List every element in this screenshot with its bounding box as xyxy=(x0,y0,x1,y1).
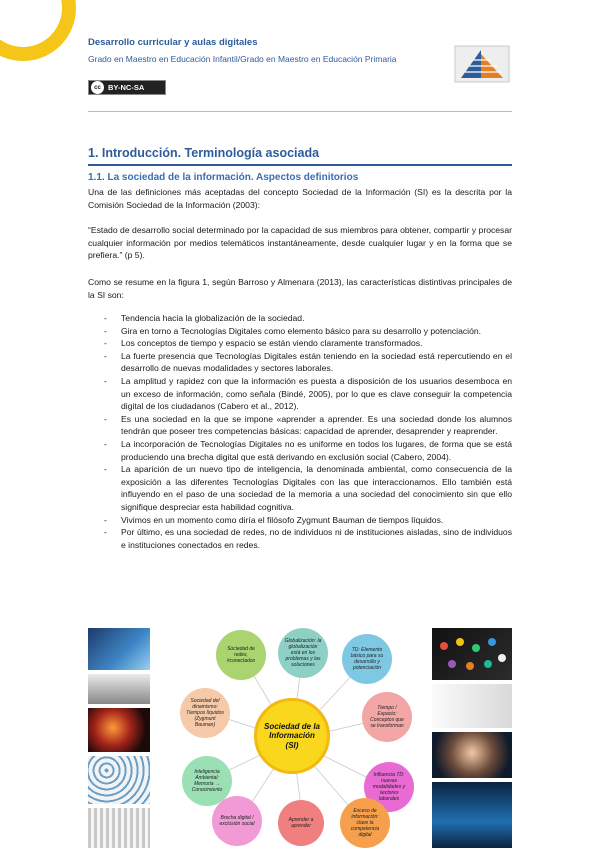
section-heading: 1. Introducción. Terminología asociada xyxy=(88,146,320,160)
laptop-photo xyxy=(432,684,512,728)
characteristics-list xyxy=(88,312,512,551)
cc-icon: cc xyxy=(91,81,104,94)
list-item: - Es una sociedad en la que se impone «aprender a aprender. Es una sociedad donde los alumnos tendrán que poseer tres competencias básicas: capacidad de aprender, desaprender y reaprender. xyxy=(88,413,512,438)
bubble-tiempo-espacio: Tiempo / Espacio: Conceptos que se transforman xyxy=(362,692,412,742)
brain-photo xyxy=(88,708,150,752)
bubble-influencia-td: Influencia TD: nuevas modalidades y sectores laborales xyxy=(364,762,414,812)
corner-decoration xyxy=(0,0,76,61)
bubble-aprender: Aprender a aprender xyxy=(278,800,324,846)
bubble-inteligencia: Inteligencia Ambiental: Memoria → Conocimiento xyxy=(182,756,232,806)
list-item: - La amplitud y rapidez con que la información es puesta a disposición de los usuarios desemboca en un exceso de información, como señala (Bindé, 2005), por lo que es clave conseguir la competencia digital de los ciudadanos (Cabero et al., 2012). xyxy=(88,375,512,413)
license-label: BY-NC-SA xyxy=(108,83,145,92)
university-logo xyxy=(453,40,511,86)
heading-underline xyxy=(88,164,512,166)
course-title: Desarrollo curricular y aulas digitales xyxy=(88,37,258,48)
list-item: - La incorporación de Tecnologías Digitales no es uniforme en todos los lugares, de forma que se está produciendo una brecha digital que está derivando en exclusión social (Cabero, 2004). xyxy=(88,438,512,463)
figure-si-characteristics xyxy=(88,628,512,848)
intro-paragraph: Una de las definiciones más aceptadas del concepto Sociedad de la Información (SI) es la descrita por la Comisión Sociedad de la Información (2003): xyxy=(88,187,512,210)
subsection-heading: 1.1. La sociedad de la información. Aspectos definitorios xyxy=(88,172,359,183)
bubble-redes: Sociedad de redes, #conectados xyxy=(216,630,266,680)
digital-city-photo xyxy=(432,782,512,848)
list-item: - Por último, es una sociedad de redes, no de individuos ni de instituciones aisladas, sino de individuos e instituciones conectados en redes. xyxy=(88,526,512,551)
bubble-globalizacion: Globalización: la globalización está en los problemas y las soluciones xyxy=(278,628,328,678)
woman-face-photo xyxy=(432,732,512,778)
list-item: - Gira en torno a Tecnologías Digitales como elemento básico para su desarrollo y potenciación. xyxy=(88,325,512,338)
degree-subtitle: Grado en Maestro en Educación Infantil/Grado en Maestro en Educación Primaria xyxy=(88,54,397,64)
network-photo xyxy=(88,756,150,804)
bubble-brecha: Brecha digital / exclusión social xyxy=(212,796,262,846)
list-item: - La fuerte presencia que Tecnologías Digitales están teniendo en la sociedad está repercutiendo en el desarrollo de nuevas modalidades y sectores laborales. xyxy=(88,350,512,375)
bubble-td: TD: Elemento básico para su desarrollo y potenciación xyxy=(342,634,392,684)
classroom-photo xyxy=(88,674,150,704)
center-node: Sociedad de la Información (SI) xyxy=(254,698,330,774)
bubble-exceso-info: Exceso de información: clave la competencia digital xyxy=(340,798,390,848)
crowd-photo xyxy=(88,808,150,848)
bubble-dinamismo: Sociedad del dinamismo: Tiempos líquidos (Zygmunt Bauman) xyxy=(180,688,230,738)
summary-paragraph: Como se resume en la figura 1, según Barroso y Almenara (2013), las características distintivas principales de la SI son: xyxy=(88,277,512,300)
social-network-photo xyxy=(432,628,512,680)
people-icons xyxy=(432,628,512,680)
definition-quote: “Estado de desarrollo social determinado por la capacidad de sus miembros para obtener, compartir y procesar cualquier información por medios telemáticos instantáneamente, desde cualquier lugar y en la forma que se prefiera.” (p 5). xyxy=(88,225,512,261)
header-divider xyxy=(88,111,512,112)
license-badge[interactable] xyxy=(88,80,166,95)
list-item: - La aparición de un nuevo tipo de inteligencia, la denominada ambiental, como consecuencia de la exposición a las diferentes Tecnologías Digitales con las que interaccionamos. Ello también está influyendo en el paso de una sociedad de la memoria a una sociedad del conocimiento sin que ello signifique despreciar esta habilidad cognitiva. xyxy=(88,463,512,513)
list-item: - Tendencia hacia la globalización de la sociedad. xyxy=(88,312,512,325)
list-item: - Los conceptos de tiempo y espacio se están viendo claramente transformados. xyxy=(88,337,512,350)
teaching-photo xyxy=(88,628,150,670)
list-item: - Vivimos en un momento como diría el filósofo Zygmunt Bauman de tiempos líquidos. xyxy=(88,514,512,527)
